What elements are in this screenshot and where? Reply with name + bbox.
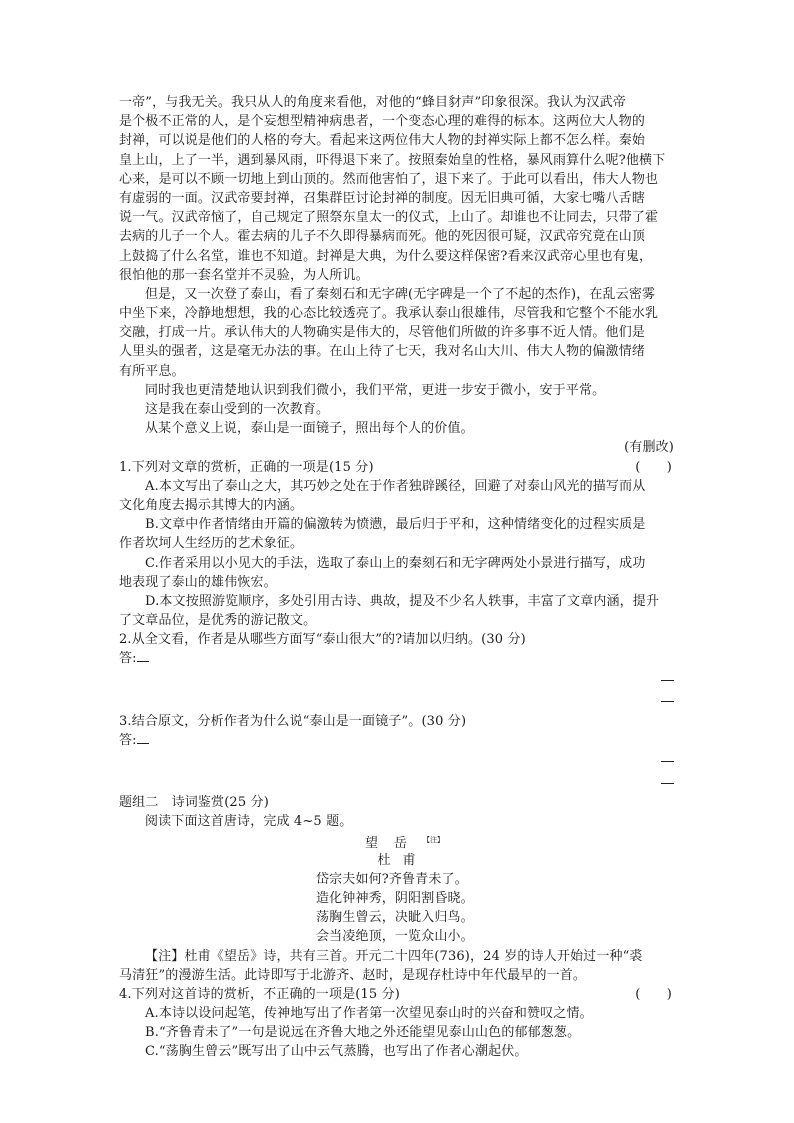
text-line: 但是，又一次登了泰山，看了秦刻石和无字碑(无字碑是一个了不起的杰作)，在乱云密雾: [145, 286, 656, 302]
question-1: [119, 458, 674, 631]
answer-line-mark: [661, 680, 674, 681]
text-line: 有所平息。: [119, 363, 185, 379]
question-group-2: [119, 793, 674, 985]
option-c: C.作者采用以小见大的手法，选取了泰山上的秦刻石和无字碑两处小景进行描写，成功: [145, 555, 646, 571]
text-line: 是个极不正常的人，是个妄想型精神病患者，一个变态心理的难得的标本。这两位大人物的: [119, 114, 646, 130]
poem-verse: [119, 870, 674, 889]
poem-verse-text: 荡胸生曾云，决眦入归鸟。: [316, 910, 474, 926]
option-d-cont: 了文章品位，是优秀的游记散文。: [119, 613, 317, 629]
question-3: [119, 712, 674, 793]
text-line: 皇上山，上了一半，遇到暴风雨，吓得退下来了。按照秦始皇的性格，暴风雨算什么呢?他横下: [119, 152, 666, 168]
question-stem: 1.下列对文章的赏析，正确的一项是(15 分): [119, 459, 374, 475]
answer-blank[interactable]: [137, 731, 149, 744]
text-line: 中坐下来，冷静地想想，我的心态比较透亮了。我承认泰山很雄伟，尽管我和它整个不能水乳: [119, 306, 659, 322]
passage-paragraph-5: 从某个意义上说，泰山是一面镜子，照出每个人的价值。: [145, 421, 474, 437]
text-line: 去病的儿子一个人。霍去病的儿子不久即得暴病而死。他的死因很可疑，汉武帝究竟在山顶: [119, 229, 646, 245]
answer-bracket: ( ): [635, 459, 672, 475]
question-4: [119, 985, 674, 1062]
passage-paragraph-4: 这是我在泰山受到的一次教育。: [145, 402, 330, 417]
answer-line-mark: [661, 761, 674, 762]
answer-line[interactable]: [119, 772, 674, 794]
text-line: 很怕他的那一套名堂并不灵验，为人所讥。: [119, 267, 369, 283]
option-a: A.本文写出了泰山之大，其巧妙之处在于作者独辟蹊径，回避了对泰山风光的描写而从: [145, 478, 646, 494]
group-intro: 阅读下面这首唐诗，完成 4~5 题。: [145, 814, 353, 830]
poem-title-row: [119, 831, 674, 850]
passage-paragraph-2: [119, 285, 674, 381]
option-d: D.本文按照游览顺序，多处引用古诗、典故，提及不少名人轶事，丰富了文章内涵，提升: [145, 593, 660, 609]
option-b: B.文章中作者情绪由开篇的偏激转为愤懑，最后归于平和，这种情绪变化的过程实质是: [145, 517, 646, 533]
passage-paragraph-1: [119, 93, 674, 285]
poem-title: [349, 836, 444, 851]
answer-bracket: ( ): [635, 986, 672, 1002]
option-b-cont: 作者坎坷人生经历的艺术象征。: [119, 536, 304, 552]
option-b: B.“齐鲁青未了”一句是说远在齐鲁大地之外还能望见泰山山色的郁郁葱葱。: [145, 1025, 581, 1041]
answer-row: [119, 731, 674, 750]
poem-note: 【注】杜甫《望岳》诗，共有三首。开元二十四年(736)，24 岁的诗人开始过一种“裘: [145, 948, 643, 964]
text-line: 交融，打成一片。承认伟大的人物确实是伟大的，尽管他们所做的许多事不近人情。他们是: [119, 325, 646, 341]
poem-verse-text: 造化钟神秀，阴阳割昏晓。: [316, 890, 474, 906]
text-line: 一帝”，与我无关。我只从人的角度来看他，对他的“蜂目豺声”印象很深。我认为汉武帝: [119, 95, 626, 110]
poem-verse-text: 会当凌绝顶，一览众山小。: [316, 929, 474, 945]
poem-title-text: 望岳: [364, 836, 423, 852]
answer-blank[interactable]: [137, 649, 149, 662]
group-heading: 题组二 诗词鉴赏(25 分): [119, 795, 269, 810]
answer-line-mark: [661, 783, 674, 784]
option-a: A.本诗以设问起笔，传神地写出了作者第一次望见泰山时的兴奋和赞叹之情。: [145, 1006, 593, 1022]
text-line: 封禅，可以说是他们的人格的夸大。看起来这两位伟大人物的封禅实际上都不怎么样。秦始: [119, 133, 646, 149]
question-stem: 2.从全文看，作者是从哪些方面写“泰山很大”的?请加以归纳。(30 分): [119, 632, 526, 648]
poem-verse: [119, 889, 674, 908]
poem-note-cont: 马清狂”的漫游生活。此诗即写于北游齐、赵时，是现存杜诗中年代最早的一首。: [119, 967, 587, 983]
poem-verse: [119, 927, 674, 946]
text-line: 上鼓捣了什么名堂，谁也不知道。封禅是大典，为什么要这样保密?看来汉武帝心里也有鬼，: [119, 248, 653, 264]
answer-label: 答:: [119, 651, 137, 667]
text-line: 说一气。汉武帝恼了，自己规定了照祭东皇太一的仪式，上山了。却谁也不让同去，只带了霍: [119, 210, 659, 226]
answer-line[interactable]: [119, 690, 674, 712]
poem-author-row: [119, 851, 674, 870]
question-2: [119, 630, 674, 711]
poem-verse-text: 岱宗夫如何?齐鲁青未了。: [316, 871, 468, 887]
question-stem: 4.下列对这首诗的赏析，不正确的一项是(15 分): [119, 986, 400, 1002]
question-stem-row: [119, 985, 674, 1004]
poem-author: 杜甫: [377, 852, 428, 868]
answer-row: [119, 649, 674, 668]
option-c: C.“荡胸生曾云”既写出了山中云气蒸腾，也写出了作者心潮起伏。: [145, 1044, 528, 1060]
question-stem: 3.结合原文，分析作者为什么说“泰山是一面镜子”。(30 分): [119, 713, 467, 729]
option-c-cont: 地表现了泰山的雄伟恢宏。: [119, 574, 277, 590]
answer-line[interactable]: [119, 669, 674, 691]
answer-line-mark: [661, 701, 674, 702]
option-a-cont: 文化角度去揭示其博大的内涵。: [119, 497, 304, 513]
text-line: 人里头的强者，这是毫无办法的事。在山上待了七天，我对名山大川、伟大人物的偏激情绪: [119, 344, 646, 360]
poem-title-note-mark: 【注】: [423, 836, 444, 845]
text-line: 有虚弱的一面。汉武帝要封禅，召集群臣讨论封禅的制度。因无旧典可循，大家七嘴八舌瞎: [119, 190, 646, 206]
abridged-note: (有删改): [624, 440, 674, 456]
text-line: 心来，是可以不顾一切地上到山顶的。然而他害怕了，退下来了。于此可以看出，伟大人物也: [119, 171, 659, 187]
answer-label: 答:: [119, 732, 137, 748]
passage-paragraph-3: 同时我也更清楚地认识到我们微小，我们平常，更进一步安于微小，安于平常。: [145, 382, 606, 398]
poem-verse: [119, 908, 674, 927]
answer-line[interactable]: [119, 750, 674, 772]
document-body: [119, 93, 674, 1062]
question-stem-row: [119, 458, 674, 477]
